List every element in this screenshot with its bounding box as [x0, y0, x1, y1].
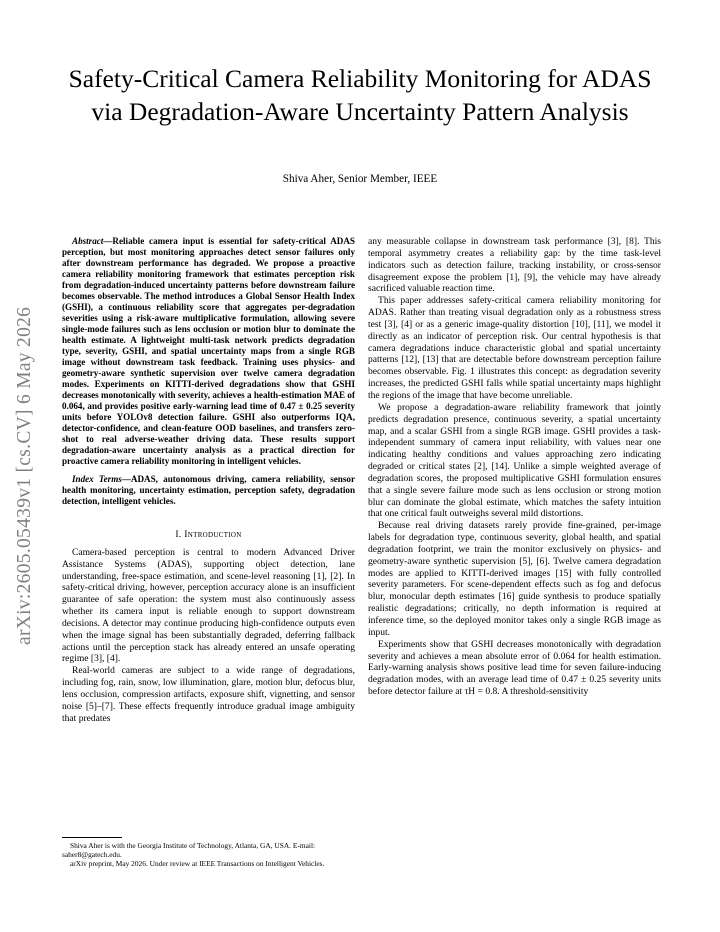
footnote-preprint: arXiv preprint, May 2026. Under review at IEEE Transactions on Intelligent Vehicles. — [70, 859, 325, 868]
right-paragraph-2: This paper addresses safety-critical camera reliability monitoring for ADAS. Rather than treating visual degradation only as a robustness stress test [3], [4] or as a generic image-quality distortion [10], [11], we model it directly as an indicator of perception risk. Our central hypothesis is that camera degradations induce characteristic global and spatial uncertainty patterns [12], [13] that are detectable before downstream perception failure becomes observable. Fig. 1 illustrates this concept: as degradation severity increases, the predicted GSHI falls while spatial uncertainty maps highlight the regions of the image that have become unreliable. — [368, 295, 661, 401]
intro-paragraph-1: Camera-based perception is central to modern Advanced Driver Assistance Systems (ADAS), supporting object detection, lane understanding, free-space estimation, and scene-level reasoning [1], [2]. In safety-critical driving, however, perception accuracy alone is an insufficient guarantee of safe operation: the system must also continuously assess whether its camera input is reliable enough to support downstream decisions. A detector may continue producing high-confidence outputs even when the image signal has been substantially degraded, deferring fallback actions until the perception stack has already entered an unsafe operating regime [3], [4]. — [62, 546, 355, 665]
author-line: Shiva Aher, Senior Member, IEEE — [282, 173, 438, 185]
section-heading-introduction: I. Introduction — [175, 529, 242, 540]
paper-title: Safety-Critical Camera Reliability Monitoring for ADAS via Degradation-Aware Uncertainty Pattern Analysis — [68, 64, 652, 126]
abstract-text: —Reliable camera input is essential for safety-critical ADAS perception, but most monitoring approaches detect sensor failures only after downstream performance has degraded. We propose a proactive camera reliability monitoring framework that estimates perception risk from degradation-induced uncertainty patterns before downstream failure becomes observable. The method introduces a Global Sensor Health Index (GSHI), a continuous reliability score that aggregates per-degradation severities using a risk-aware multiplicative formulation, allowing severe single-mode failures such as lens occlusion or motion blur to dominate the health estimate. A lightweight multi-task network predicts degradation type, severity, GSHI, and spatial uncertainty maps from a single RGB image without downstream task feedback. Training uses physics- and geometry-aware synthetic supervision over twelve camera degradation modes. Experiments on KITTI-derived degradations show that GSHI decreases monotonically with severity, achieves a health-estimation MAE of 0.064, and provides positive early-warning lead time of 0.47 ± 0.25 severity units before YOLOv8 detection failure. GSHI also outperforms IQA, detector-confidence, and clean-feature OOD baselines, and transfers zero-shot to real adverse-weather driving data. These results support degradation-aware uncertainty analysis as a practical direction for proactive camera reliability monitoring in intelligent vehicles. — [62, 236, 355, 466]
right-paragraph-4: Because real driving datasets rarely provide fine-grained, per-image labels for degradation type, continuous severity, global health, and spatial degradation footprint, we train the monitor exclusively on physics- and geometry-aware synthetic supervision [5], [6]. Twelve camera degradation modes are applied to KITTI-derived images [15] with fully controlled severity parameters. For scene-dependent effects such as fog and defocus blur, monocular depth estimates [16] guide synthesis to produce spatially realistic degradations; critically, no depth information is required at inference time, so the deployed monitor takes only a single RGB image as input. — [368, 520, 661, 638]
right-paragraph-3: We propose a degradation-aware reliability framework that jointly predicts degradation presence, continuous severity, a spatial uncertainty map, and a scalar GSHI from a single RGB image. GSHI provides a task-independent summary of camera input reliability, with values near one indicating healthy conditions and values approaching zero indicating degraded or critical states [2], [14]. Unlike a simple weighted average of degradation scores, the proposed multiplicative GSHI formulation ensures that a single severe failure mode such as lens occlusion or strong motion blur can dominate the global estimate, which matches the safety intuition that one critical fault outweighs several mild distortions. — [368, 401, 661, 520]
footnote — [62, 837, 355, 868]
index-terms-label: Index Terms — [72, 474, 122, 484]
right-paragraph-5: Experiments show that GSHI decreases monotonically with degradation severity and achieves a mean absolute error of 0.064 for health estimation. Early-warning analysis shows positive lead time for seven failure-inducing degradation modes, with an average lead time of 0.47 ± 0.25 severity units before detector failure at τH = 0.8. A threshold-sensitivity — [368, 638, 661, 698]
arxiv-identifier: arXiv:2605.05439v1 [cs.CV] 6 May 2026 — [14, 306, 35, 645]
right-column — [368, 236, 661, 698]
intro-paragraph-2: Real-world cameras are subject to a wide range of degradations, including fog, rain, snow, low illumination, glare, motion blur, defocus blur, lens occlusion, compression artifacts, exposure shift, vignetting, and sensor noise [5]–[7]. These effects frequently introduce gradual image ambiguity that predates — [62, 665, 355, 724]
footnote-rule — [62, 837, 122, 838]
right-paragraph-1: any measurable collapse in downstream task performance [3], [8]. This temporal asymmetry creates a reliability gap: by the time task-level indicators such as detection failure, tracking instability, or cross-sensor disagreement expose the problem [1], [9], the vehicle may have already sacrificed valuable reaction time. — [368, 236, 661, 295]
abstract — [62, 236, 355, 467]
index-terms-text: —ADAS, autonomous driving, camera reliability, sensor health monitoring, uncertainty estimation, perception safety, degradation detection, intelligent vehicles. — [62, 474, 355, 506]
left-column — [62, 236, 355, 725]
footnote-affiliation: Shiva Aher is with the Georgia Institute of Technology, Atlanta, GA, USA. E-mail: saher8@gatech.edu. — [62, 841, 316, 859]
index-terms — [62, 474, 355, 507]
abstract-label: Abstract — [72, 236, 104, 246]
